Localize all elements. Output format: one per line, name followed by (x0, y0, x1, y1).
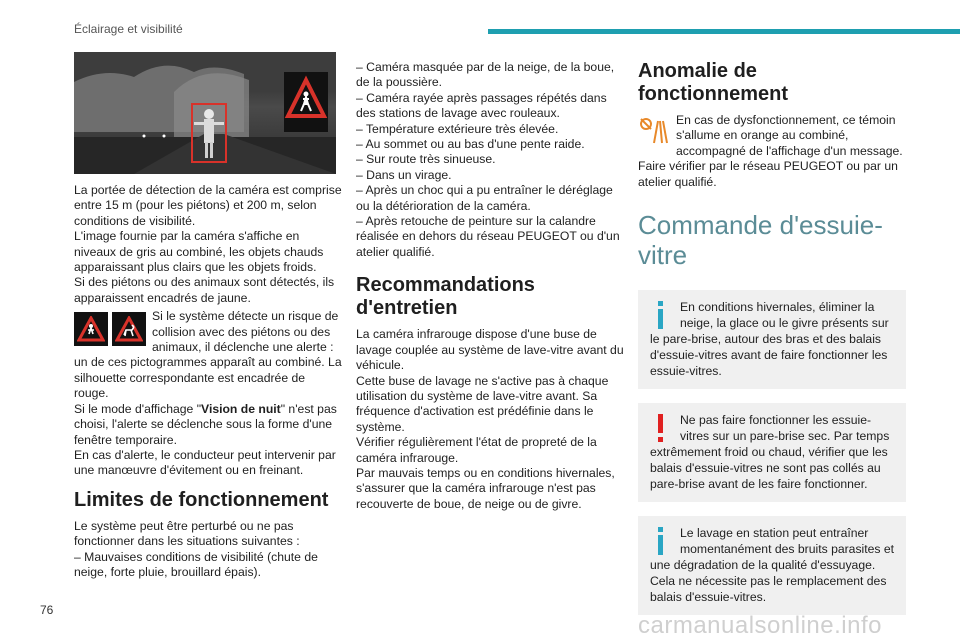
night-vision-image (74, 52, 336, 174)
paragraph: Cette buse de lavage ne s'active pas à chaque utilisation du système de lave-vitre avant. Sa fréquence d'activation est prédéfinie dans le système. (356, 373, 609, 434)
column-1 (74, 183, 342, 580)
list-item: – Dans un virage. (356, 167, 452, 182)
paragraph: Faire vérifier par le réseau PEUGEOT ou par un atelier qualifié. (638, 159, 898, 189)
heading-maintenance: Recommandations d'entretien (356, 274, 535, 320)
alert-pictograms (74, 312, 146, 346)
paragraph: Vérifier régulièrement l'état de propreté de la caméra infrarouge. (356, 435, 597, 465)
header-accent-bar (488, 29, 960, 34)
list-item: – Après un choc qui a pu entraîner le déréglage ou la détérioration de la caméra. (356, 183, 613, 213)
exclamation-icon (652, 414, 670, 442)
night-vision-scene (74, 52, 336, 174)
list-item: – Après retouche de peinture sur la calandre réalisée en dehors du réseau PEUGEOT ou d'un atelier qualifié. (356, 214, 620, 259)
heading-wiper-control: Commande d'essuie-vitre (638, 210, 883, 271)
paragraph: En cas d'alerte, le conducteur peut intervenir par une manœuvre d'évitement ou en freinant. (74, 447, 336, 478)
paragraph: La caméra infrarouge dispose d'une buse de lavage couplée au système de lave-vitre avant du véhicule. (356, 327, 624, 373)
paragraph: Si le système détecte un risque de collision avec des piétons ou des animaux, il déclenche une alerte : un de ces pictogrammes apparaît au combiné. La silhouette correspondante est encadrée de rouge. (74, 309, 342, 401)
info-icon (652, 301, 670, 329)
paragraph: Si le mode d'affichage "Vision de nuit" n'est pas choisi, l'alerte se déclenche sous la forme d'une fenêtre temporaire. (74, 401, 337, 447)
heading-limits: Limites de fonctionnement (74, 488, 329, 511)
list-item: – Mauvaises conditions de visibilité (chute de neige, forte pluie, brouillard épais). (74, 549, 318, 579)
paragraph: Si des piétons ou des animaux sont détectés, ils apparaissent encadrés de jaune. (74, 275, 335, 305)
pedestrian-alert-icon (74, 312, 108, 346)
info-icon (652, 527, 670, 555)
list-item: – Température extérieure très élevée. (356, 121, 559, 136)
warning-box: Ne pas faire fonctionner les essuie-vitres sur un pare-brise sec. Par temps extrêmement froid ou chaud, vérifier que les balais d'essuie-vitres ne sont pas collés au pare-brise avant de les faire fonctionner. (638, 403, 906, 502)
column-2 (356, 60, 624, 512)
camera-fault-warning-icon (638, 115, 670, 145)
animal-alert-icon (112, 312, 146, 346)
page-number: 76 (40, 603, 54, 617)
list-item: – Sur route très sinueuse. (356, 152, 496, 167)
paragraph: Par mauvais temps ou en conditions hivernales, s'assurer que la caméra infrarouge n'est pas recouverte de boue, de neige ou de givre. (356, 465, 615, 511)
paragraph: L'image fournie par la caméra s'affiche en niveaux de gris au combiné, les objets chauds apparaissant plus clairs que les objets froids. (74, 229, 324, 275)
heading-anomaly: Anomalie de fonctionnement (638, 60, 788, 105)
paragraph: La portée de détection de la caméra est comprise entre 15 m (pour les piétons) et 200 m, selon conditions de visibilité. (74, 183, 342, 228)
section-title: Éclairage et visibilité (74, 22, 183, 36)
list-item: – Au sommet ou au bas d'une pente raide. (356, 137, 585, 152)
list-item: – Caméra masquée par de la neige, de la boue, de la poussière. (356, 60, 615, 90)
list-item: – Caméra rayée après passages répétés dans des stations de lavage avec rouleaux. (356, 90, 607, 121)
watermark: carmanualsonline.info (638, 612, 882, 639)
paragraph: Le système peut être perturbé ou ne pas fonctionner dans les situations suivantes : (74, 518, 300, 549)
column-3 (638, 60, 906, 629)
info-box: En conditions hivernales, éliminer la neige, la glace ou le givre présents sur le pare-brise, autour des bras et des balais d'essuie-vitres avant de faire fonctionner les essuie-vitres. (638, 290, 906, 389)
paragraph: En cas de dysfonctionnement, ce témoin s'allume en orange au combiné, accompagné de l'affichage d'un message. (676, 113, 903, 158)
info-box: Le lavage en station peut entraîner momentanément des bruits parasites et une dégradation de la qualité d'essuyage. Cela ne nécessite pas le remplacement des balais d'essuie-vitres. (638, 516, 906, 615)
